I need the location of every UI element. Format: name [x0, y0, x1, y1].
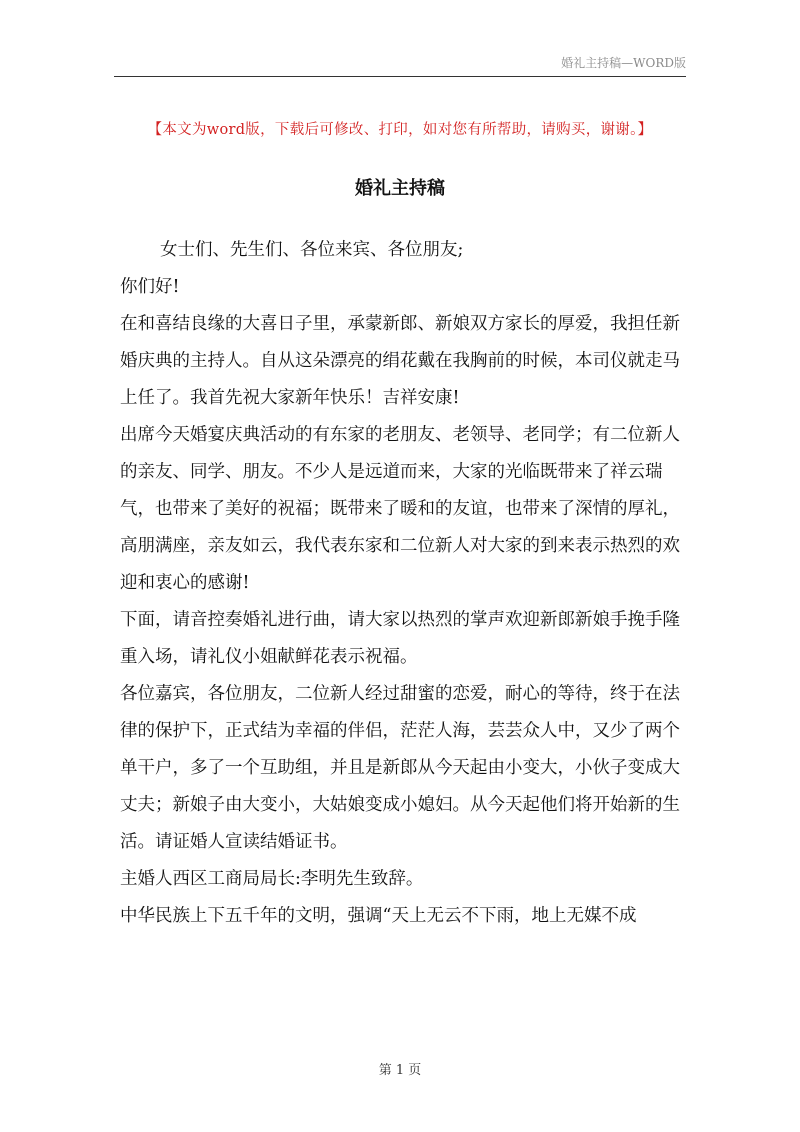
paragraph-greeting: 女士们、先生们、各位来宾、各位朋友;	[160, 240, 464, 260]
document-title: 婚礼主持稿	[355, 178, 445, 199]
purchase-notice: 【本文为word版，下载后可修改、打印，如对您有所帮助，请购买，谢谢。】	[147, 122, 653, 138]
paragraph: 主婚人西区工商局局长:李明先生致辞。	[120, 869, 424, 889]
paragraph: 下面，请音控奏婚礼进行曲，请大家以热烈的掌声欢迎新郎新娘手挽手隆重入场，请礼仪小姐献鲜花表示祝福。	[120, 610, 680, 667]
paragraph: 出席今天婚宴庆典活动的有东家的老朋友、老领导、老同学；有二位新人的亲友、同学、朋友。不少人是远道而来，大家的光临既带来了祥云瑞气，也带来了美好的祝福；既带来了暖和的友谊，也带来了深情的厚礼，高朋满座，亲友如云，我代表东家和二位新人对大家的到来表示热烈的欢迎和衷心的感谢!	[120, 425, 680, 593]
paragraph: 各位嘉宾，各位朋友，二位新人经过甜蜜的恋爱，耐心的等待，终于在法律的保护下，正式结为幸福的伴侣，茫茫人海，芸芸众人中，又少了两个单干户，多了一个互助组，并且是新郎从今天起由小变大，小伙子变成大丈夫；新娘子由大变小，大姑娘变成小媳妇。从今天起他们将开始新的生活。请证婚人宣读结婚证书。	[120, 684, 680, 852]
header-divider	[114, 76, 686, 77]
paragraph: 在和喜结良缘的大喜日子里，承蒙新郎、新娘双方家长的厚爱，我担任新婚庆典的主持人。自从这朵漂亮的绢花戴在我胸前的时候，本司仪就走马上任了。我首先祝大家新年快乐！吉祥安康!	[120, 314, 680, 408]
paragraph-hello: 你们好!	[120, 277, 180, 297]
document-body	[120, 232, 685, 935]
page-number: 第 1 页	[378, 1063, 422, 1078]
header-title: 婚礼主持稿—WORD版	[561, 56, 686, 70]
paragraph: 中华民族上下五千年的文明，强调“天上无云不下雨，地上无媒不成	[120, 906, 637, 926]
